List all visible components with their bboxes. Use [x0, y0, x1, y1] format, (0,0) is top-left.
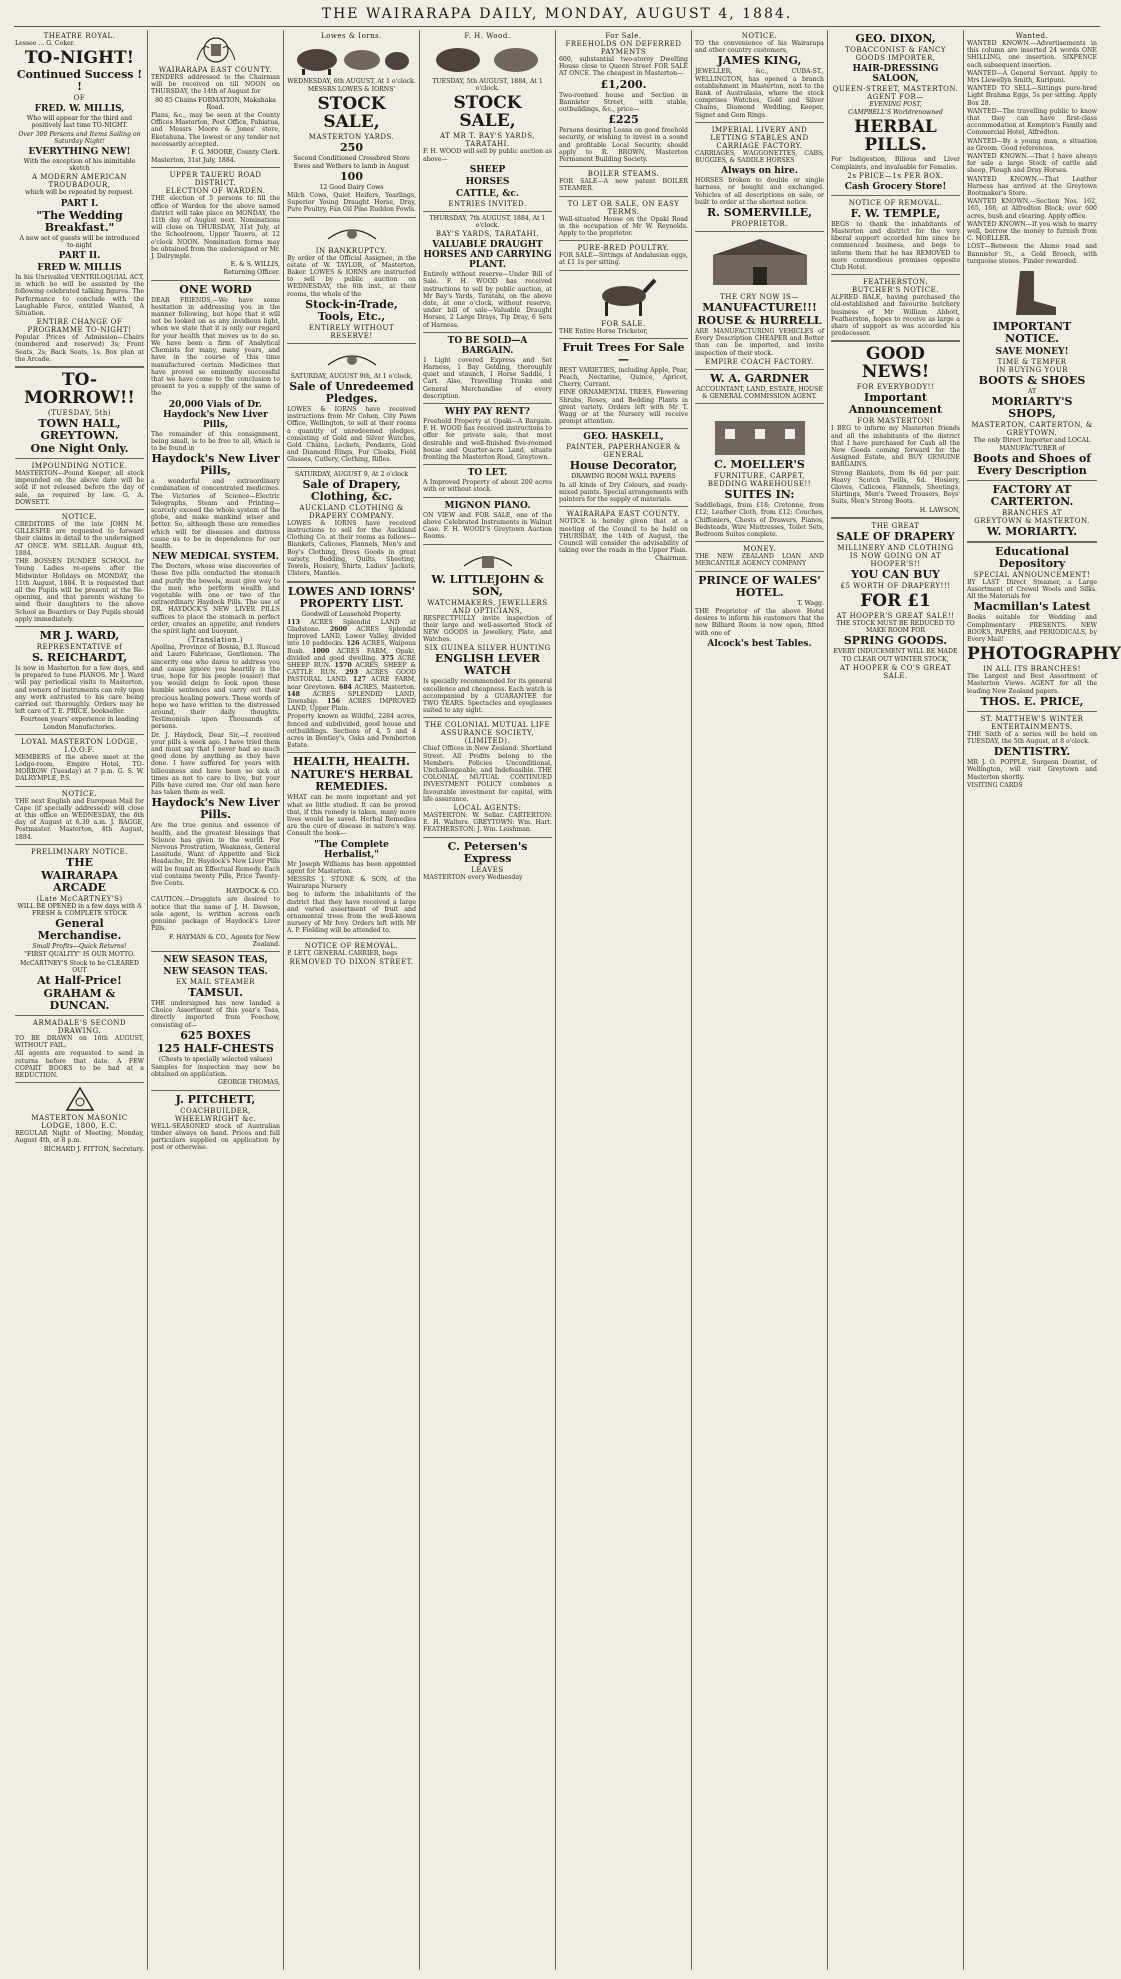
evening-post: EVENING POST,	[869, 101, 922, 108]
price-1200: £1,200.	[600, 77, 647, 91]
littlejohn-heading: W. LITTLEJOHN & SON,	[431, 572, 544, 598]
purebred-heading: PURE-BRED POULTRY.	[577, 244, 670, 253]
nzloan-line: THE NEW ZEALAND LOAN AND MERCANTILE AGENCY COMPANY	[695, 553, 824, 568]
agent-line: AGENT FOR—	[867, 93, 924, 101]
small-profits: Small Profits—Quick Returns!	[32, 943, 127, 951]
announce-line: SPECIAL ANNOUNCEMENT!	[973, 570, 1091, 579]
bedding-line: BEDDING WAREHOUSE!!	[707, 480, 812, 489]
empire-line: EMPIRE COACH FACTORY.	[705, 357, 814, 366]
sixguinea-line: SIX GUINEA SILVER HUNTING	[424, 644, 551, 653]
forsale2-line: FOR SALE—A new patent BOILER STEAMER.	[559, 178, 688, 193]
horses-line: HORSES	[465, 176, 510, 187]
now-going-line: IS NOW GOING ON AT HOOPER'S!!	[849, 551, 942, 568]
lot-156: 156	[327, 697, 341, 705]
regular-line: REGULAR Night of Meeting, Monday, August 4th, at 8 p.m.	[15, 1130, 144, 1145]
col7-ads: GEO. DIXON, TOBACCONIST & FANCY GOODS IMPORTER, HAIR-DRESSING SALOON, QUEEN-STREET, MASTERTON. AGENT FOR— EVENING POST, CAMPBELL'S Worldrenowned HERBAL PILLS. For Indigestion, Bilious and Liver Complaints, and invaluable for Females. 2s PRICE—1s PER BOX. Cash Grocery Store! NOTICE OF REMOVAL. F. W. TEMPLE, BEGS to thank the inhabitants of Masterton and district for the very liberal support accorded him since he commenced business, and begs to inform them that he has REMOVED to more commodious premises opposite Club Hotel. FEATHERSTON. BUTCHER'S NOTICE. ALFRED BALE, having purchased the old-established and favourite butchery business of Mr William Abbott, Featherston, hopes to receive as large a share of support as was accorded his predecessor. GOOD NEWS! FOR EVERYBODY!! Important Announcement FOR MASTERTON! I BEG to inform my Masterton friends and all the inhabitants of the district that I have purchased for Cash all the New Goods coming forward for the Assigned Estate, and BUY GENUINE BARGAINS. Strong Blankets, from 9s 6d per pair. Heavy Scotch Twills, 6d. Hosiery, Gloves, Calicoes, Flannels, Sheetings, Shirtings, Men's Tweed Trousers, Boys' Suits, Men's Strong Boots. H. LAWSON, THE GREAT SALE OF DRAPERY MILLINERY AND CLOTHING IS NOW GOING ON AT HOOPER'S!! YOU CAN BUY £5 WORTH OF DRAPERY!!! FOR £1 AT HOOPER'S GREAT SALE!! THE STOCK MUST BE REDUCED TO MAKE ROOM FOR SPRING GOODS. EVERY INDUCEMENT WILL BE MADE TO CLEAR OUT WINTER STOCK, AT HOOPER & CO'S GREAT SALE.	[831, 32, 960, 680]
column-6	[692, 30, 828, 1970]
lot-2600: 2600	[329, 625, 348, 633]
watchmakers-line: WATCHMAKERS, JEWELLERS AND OPTICIANS,	[427, 598, 548, 615]
for-masterton: FOR MASTERTON!	[857, 417, 934, 426]
column-2	[148, 30, 284, 1970]
lot-1570: 1570	[334, 661, 352, 669]
lawson-line: H. LAWSON,	[919, 506, 960, 514]
election-heading: ELECTION OF WARDEN.	[165, 187, 266, 196]
suites-heading: SUITES IN:	[724, 488, 795, 502]
tamsui-heading: TAMSUI.	[188, 985, 243, 999]
visiting-cards: VISITING CARDS	[967, 781, 1023, 789]
saturday-line: SATURDAY, AUGUST 9th, At 1 o'clock,	[290, 372, 413, 380]
lot-1000: 1000	[312, 647, 330, 655]
notice2-heading: NOTICE.	[61, 789, 98, 798]
masterton-wed-line: MASTERTON every Wednesday	[423, 873, 523, 881]
moriarty-heading: W. MORIARTY.	[986, 524, 1078, 538]
column-4	[420, 30, 556, 1970]
stock-in-trade-heading: Stock-in-Trade, Tools, Etc.,	[305, 297, 398, 323]
wedding-heading: "The Wedding Breakfast."	[36, 208, 123, 234]
proprietor-line: PROPRIETOR.	[731, 220, 788, 229]
ec2-heading: WAIRARAPA EAST COUNTY.	[566, 510, 681, 519]
forsale-header: For Sale.	[605, 32, 642, 40]
agents-heading: LOCAL AGENTS:	[453, 803, 522, 812]
bargain-heading: TO BE SOLD—A BARGAIN.	[447, 335, 528, 356]
for-one-pound: FOR £1	[860, 590, 931, 611]
tuesday-line: (TUESDAY, 5th)	[47, 409, 112, 418]
heifers-line: 12 Good Dairy Cows	[319, 183, 384, 191]
hooper-line: AT HOOPER & CO'S GREAT SALE.	[839, 663, 952, 680]
halfchests-line: 125 HALF-CHESTS	[157, 1041, 274, 1055]
thomas-line: GEORGE THOMAS,	[217, 1079, 280, 1087]
auckland-line: AUCKLAND CLOTHING & DRAPERY COMPANY.	[299, 503, 404, 520]
horse-engraving-icon	[589, 274, 659, 318]
king-heading: JAMES KING,	[717, 54, 802, 68]
cattle-line: CATTLE, &c.	[456, 188, 519, 199]
bankruptcy-heading: IN BANKRUPTCY.	[315, 246, 388, 255]
n100: 100	[340, 169, 363, 183]
chairman-line: Chairman.	[655, 555, 688, 563]
column-8	[964, 30, 1121, 1970]
col2-ads: WAIRARAPA EAST COUNTY. TENDERS addressed to the Chairman will be received on till NOON on THURSDAY, the 14th of August for 80 85 Chains FORMATION, Makahaka Road. Plans, &c., may be seen at the County Offices Masterton, Post Office, Pahiatua, and Messrs Moore & Jones' store, Eketahuna. The lowest or any tender not necessarily accepted. F. G. MOORE, County Clerk. Masterton, 31st July, 1884. UPPER TAUERU ROAD DISTRICT. ELECTION OF WARDEN. THE election of 5 persons to fill the office of Warden for the above named district will take place on MONDAY, the 11th day of August next. Nominations will close on THURSDAY, 31st July, at the Schoolroom, Upper Taueru, at 12 o'clock NOON. Nomination forms may be obtained from the undersigned or Mr. J. Dalrymple. E. & S. WILLIS, Returning Officer. ONE WORD DEAR FRIENDS,—We have some hesitation in addressing you in the manner following, but hope that it will not be looked on as any invidious light, when we state that it is only our regard for your health that moves us to do so. We have been a firm of Analytical Chemists for many, many years, and have in the course of this time manufactured certain Medicines that have proved so eminently successful that we have come to the conclusion to present to you a supply of the same of the 20,000 Vials of Dr. Haydock's New Liver Pills, The remainder of this consignment, being small, is to be free to all, which is to be found in Haydock's New Liver Pills, a wonderful and extraordinary combination of concentrated medicines. The Victories of Science—Electric Telegraphs, Steam and Printing—scarcely exceed the whole system of the globe, and make mankind wiser and better. So, although these are remedies which will for diseases and distress cause us to be in dependence for our health. NEW MEDICAL SYSTEM. The Doctors, whose wise discoveries of these five pills conducted the stomach and purify the bowels, must give way to the men who perform wealth and vegetable with one or two of the extraordinary Haydock Pills. The use of DR. HAYDOCK'S NEW LIVER PILLS suffices to place the stomach in perfect order, creates an appetite, and renders the spirit light and buoyant. (Translation.) Apolina, Province of Bosnia, B.I. Ruscud and Lauro Fabricase, Gentlemen. The sincerity one who dares to address you and cause ignore you heartily is the true, hope for his people (easier) that you would deign to look upon these humble sentences and carry out their precious healing powers. These words of hope we have written to the distressed around, their daily thoughts. Testimonials upon Thousands of persons. Dr. J. Haydock, Dear Sir,—I received your pills a week ago. I have tried them and must say that I never had so much good done by anything as they have done. I have suffered for years with biliousness and have been so sick at times as not to care to live, but your Pills have cured me. Our old man here has taken them as well. Haydock's New Liver Pills. Are the true genius and essence of health, and the greatest blessings that Science has given to the world. For Nervous Prostration, Weakness, General Lassitude, Want of Appetite and Sick Headache, Dr. Haydock's New Liver Pills will be found an Effectual Remedy. Each vial contains twenty Pills, Price Twenty-five Cents. HAYDOCK & CO. CAUTION.—Druggists are desired to notice that the name of J. H. Dawson, sole agent, is written across each genuine package of Haydock's Liver Pills. F. HAYMAN & CO., Agents for New Zealand. NEW SEASON TEAS, NEW SEASON TEAS. EX MAIL STEAMER TAMSUI. THE undersigned has now landed a Choice Assortment of this year's Teas, directly imported from Foochow, consisting of— 625 BOXES 125 HALF-CHESTS (Chests to specially selected values) Samples for inspection may now be obtained on application. GEORGE THOMAS, J. PITCHETT, COACHBUILDER, WHEELWRIGHT &c. WELL-SEASONED stock of Australian timber always on hand. Prices and full particulars supplied on application by post or otherwise.	[151, 34, 280, 1151]
complete-herbalist: "The Complete Herbalist,"	[314, 839, 389, 860]
wagg-line: T. Wagg.	[797, 599, 824, 607]
sale-drapery-heading: SALE OF DRAPERY	[836, 529, 955, 543]
hayman-line: F. HAYMAN & CO., Agents for New Zealand.	[169, 933, 280, 948]
for-everybody: FOR EVERYBODY!!	[856, 383, 935, 392]
wood-header: F. H. Wood.	[464, 32, 511, 40]
prince-heading: PRINCE OF WALES' HOTEL.	[698, 573, 821, 599]
column-3	[284, 30, 420, 1970]
masonic-heading: MASTERTON MASONIC LODGE, 1800, E.C.	[31, 1114, 128, 1131]
sheep-line: SHEEP	[469, 164, 506, 175]
column-1	[12, 30, 148, 1970]
leaves-line: LEAVES	[471, 865, 504, 874]
crest2-icon	[322, 347, 382, 371]
date1-line: Masterton, 31st July, 1884.	[151, 157, 236, 165]
all-branches: IN ALL ITS BRANCHES!	[983, 665, 1081, 674]
haydock2-heading: Haydock's New Liver Pills.	[151, 796, 280, 822]
arcade-sub: (Late McCARTNEY'S)	[36, 894, 123, 903]
pitchett-heading: J. PITCHETT,	[175, 1092, 256, 1106]
dentistry-heading: DENTISTRY.	[993, 745, 1071, 759]
lot-293: 293	[345, 669, 358, 677]
drawn-line: TO BE DRAWN on 16th AUGUST, WITHOUT FAIL.	[15, 1035, 144, 1050]
lever-heading: ENGLISH LEVER WATCH	[434, 652, 541, 678]
carrier-line: P. LETT, GENERAL CARRIER, begs	[287, 949, 398, 957]
st-matthew-heading: ST. MATTHEW'S WINTER ENTERTAINMENTS.	[980, 714, 1084, 731]
representative-line: REPRESENTATIVE of	[36, 642, 123, 651]
forsale3-heading: FOR SALE.	[601, 319, 646, 328]
returning-line: Returning Officer.	[223, 269, 280, 277]
of-line: OF	[73, 94, 86, 103]
in-buying: IN BUYING YOUR	[995, 366, 1069, 375]
macmillan-heading: Macmillan's Latest	[973, 600, 1091, 614]
medical-heading: NEW MEDICAL SYSTEM.	[152, 552, 279, 563]
somerville-heading: R. SOMERVILLE,	[707, 206, 812, 220]
without-reserve: ENTIRELY WITHOUT RESERVE!	[308, 323, 395, 340]
season-teas-2: NEW SEASON TEAS.	[163, 966, 268, 977]
mignon-heading: MIGNON PIANO.	[444, 500, 531, 511]
valuable-heading: VALUABLE DRAUGHT HORSES AND CARRYING PLANT.	[423, 240, 552, 271]
wed-line: WEDNESDAY, 6th AUGUST, At 1 o'clock.	[287, 78, 416, 85]
bays-line: BAY'S YARDS, TARATAHI.	[435, 230, 540, 239]
reichardt-heading: S. REICHARDT,	[31, 650, 128, 664]
removed-line: REMOVED TO DIXON STREET.	[289, 957, 414, 966]
troubadour-line: A MODERN AMERICAN TROUBADOUR,	[32, 173, 127, 190]
trotter-line: THE Entire Horse Tricketer,	[559, 327, 648, 335]
col8-ads: Wanted. WANTED KNOWN.—Advertisements in this column are inserted 24 words ONE SHILLING, one insertion. SIXPENCE each subsequent insertion. WANTED—A General Servant. Apply to Mrs Llewellyn Smith, Kuripuni. WANTED TO SELL—Sittings pure-bred Light Brahma Eggs, 5s per sitting. Apply Box 28. WANTED—The travelling public to know that they can have first-class accommodation at Kempton's Family and Commercial Hotel, Alfredton. WANTED—By a young man, a situation as Groom. Good references. WANTED KNOWN.—That I have always for sale a large Stock of cattle and sheep, Plough and Dray Horses. WANTED KNOWN.—That Leather Harness has arrived at the Greytown Bootmaker's Store. WANTED KNOWN.—Section Nos. 162, 165, 166, at Alfredton Block; over 600 acres, bush and clearing. Apply office. WANTED KNOWN—If you wish to marry well, borrow the money to furnish from C. MOELLER. LOST—Between the Alamo road and Bannister St., a Gold Brooch, with turquoise stones. Finder rewarded. IMPORTANT NOTICE. SAVE MONEY! TIME & TEMPER IN BUYING YOUR BOOTS & SHOES AT MORIARTY'S SHOPS, MASTERTON, CARTERTON, & GREYTOWN. The only Direct Importer and LOCAL MANUFACTURER of Boots and Shoes of Every Description FACTORY AT CARTERTON. BRANCHES AT GREYTOWN & MASTERTON. W. MORIARTY. Educational Depository SPECIAL ANNOUNCEMENT! BY LAST Direct Steamer, a Large Assortment of Crewel Wools and Silks. All the Materials for Macmillan's Latest Books suitable for Wedding and Complimentary PRESENTS. NEW BOOKS, PAPERS, and PERIODICALS, by Every Mail! PHOTOGRAPHY IN ALL ITS BRANCHES! The Largest and Best Assortment of Masterton Views. AGENT for all the leading New Zealand papers. THOS. E. PRICE, ST. MATTHEW'S WINTER ENTERTAINMENTS. THE Sixth of a series will be held on TUESDAY, the 5th August, at 8 o'clock. DENTISTRY. MR J. O. POPPLE, Surgeon Dentist, of Wellington, will visit Greytown and Masterton shortly. VISITING CARDS	[967, 32, 1121, 789]
campbell-line: CAMPBELL'S Worldrenowned	[848, 109, 943, 117]
armadale-heading: ARMADALE'S SECOND DRAWING.	[32, 1019, 127, 1035]
everything-new: EVERYTHING NEW!	[28, 147, 131, 158]
lodge-heading: LOYAL MASTERTON LODGE, I.O.O.F.	[20, 737, 139, 754]
herbal-pills-heading: HERBAL PILLS.	[854, 117, 937, 156]
every-inducement: EVERY INDUCEMENT WILL BE MADE TO CLEAR OUT WINTER STOCK,	[833, 648, 958, 663]
mccartney-line: McCARTNEY'S Stock to be CLEARED OUT	[20, 959, 139, 974]
freeholds-heading: FREEHOLDS ON DEFERRED PAYMENTS	[565, 40, 682, 56]
columns	[12, 30, 1121, 1970]
featherston-line: FEATHERSTON.	[863, 278, 928, 287]
you-can-buy: YOU CAN BUY	[851, 567, 940, 581]
goodwill-line: Goodwill of Leasehold Property.	[301, 610, 402, 618]
success-heading: Continued Success ! !	[16, 68, 143, 94]
townhall-heading: TOWN HALL, GREYTOWN.	[38, 417, 121, 443]
at-great-sale: AT HOOPER'S GREAT SALE!!	[836, 611, 955, 620]
lot-375: 375	[380, 654, 394, 662]
wanted-header: Wanted.	[1015, 32, 1049, 40]
money-heading: MONEY.	[742, 545, 777, 554]
tobacconist-line: TOBACCONIST & FANCY GOODS IMPORTER,	[845, 46, 946, 62]
one-night-heading: One Night Only.	[30, 442, 129, 456]
alcock-line: Alcock's best Tables.	[707, 638, 812, 649]
notice-heading: NOTICE.	[61, 513, 98, 522]
photography-heading: PHOTOGRAPHY	[967, 644, 1121, 665]
tolet2-heading: TO LET OR SALE, ON EASY TERMS.	[567, 199, 680, 216]
upper-tauru-heading: UPPER TAUERU ROAD DISTRICT.	[169, 171, 262, 188]
tolet-heading: TO LET.	[467, 468, 508, 479]
entire-change: ENTIRE CHANGE OF PROGRAMME TO-NIGHT!	[27, 318, 132, 335]
painter-line: PAINTER, PAPERHANGER & GENERAL	[566, 443, 681, 460]
lot-148: 148	[287, 690, 300, 698]
boilers-heading: BOILER STEAMS.	[587, 170, 660, 179]
boxes-line: 625 BOXES	[180, 1028, 251, 1042]
haskell-heading: GEO. HASKELL,	[583, 432, 664, 443]
fourteen-line: Fourteen years' experience in leading London Manufactories.	[20, 716, 139, 731]
price-225: £225	[608, 113, 639, 127]
entries-line: ENTRIES INVITED.	[448, 199, 527, 208]
rouse-heading: ROUSE & HURRELL	[697, 314, 822, 328]
lessee-line: Lessee ... G. Coker.	[15, 40, 76, 47]
col5-ads: For Sale. FREEHOLDS ON DEFERRED PAYMENTS 600, substantial two-storey Dwelling House close to Queen Street FOR SALE AT ONCE. The cheapest in Masterton— £1,200. Two-roomed house and Section in Bannister Street, with stable, outbuildings, &c., price— £225 Persons desiring Loans on good freehold security, or wishing to invest in a sound and profitable Local Security, should apply to R. BROWN, Masterton Permanent Building Society. BOILER STEAMS. FOR SALE—A new patent BOILER STEAMER. TO LET OR SALE, ON EASY TERMS. Well-situated House on the Opaki Road in the occupation of Mr W. Reynolds. Apply to the proprietor. PURE-BRED POULTRY. FOR SALE—Sittings of Andalusian eggs, at £1 1s per sitting. FOR SALE. THE Entire Horse Tricketer, Fruit Trees For Sale— BEST VARIETIES, including Apple, Pear, Peach, Nectarine, Quince, Apricot, Cherry, Currant. FINE ORNAMENTAL TREES, Flowering Shrubs, Roses, and Bedding Plants in great variety. Orders left with Mr T. Wagg or at the Nursery will receive prompt attention. GEO. HASKELL, PAINTER, PAPERHANGER & GENERAL House Decorator, DRAWING ROOM WALL PAPERS In all kinds of Dry Colours, and ready-mixed paints. Special arrangements with painters for the supply of materials. WAIRARAPA EAST COUNTY. NOTICE is hereby given that at a meeting of the Council to be held on THURSDAY, the 14th of August, the Council will consider the advisability of taking over the roads in the Upper Plain. Chairman.	[559, 32, 688, 563]
worth-line: £5 WORTH OF DRAPERY!!!	[840, 581, 951, 590]
coat-of-arms-icon	[193, 34, 239, 64]
thos-price-heading: THOS. E. PRICE,	[980, 694, 1084, 708]
time-temper: TIME & TEMPER	[997, 358, 1067, 367]
haydock-heading: Haydock's New Liver Pills,	[151, 452, 280, 478]
formation-line: 80 85 Chains FORMATION, Makahaka Road.	[155, 96, 276, 111]
wallpaper-line: DRAWING ROOM WALL PAPERS	[571, 473, 676, 481]
save-money: SAVE MONEY!	[995, 347, 1069, 358]
removal-heading: NOTICE OF REMOVAL.	[304, 941, 399, 950]
messrs-line: MESSRS LOWES & IORNS'	[307, 86, 396, 94]
translation-heading: (Translation.)	[187, 636, 244, 645]
stock-sale2-heading: STOCK SALE,	[453, 93, 522, 132]
theatre-heading: THEATRE ROYAL.	[43, 32, 116, 40]
educational-heading: Educational Depository	[995, 544, 1069, 570]
butcher-heading: BUTCHER'S NOTICE.	[852, 286, 939, 295]
royal-arms-icon	[458, 548, 518, 572]
one-word-heading: ONE WORD	[179, 282, 252, 296]
millis-name: FRED. W. MILLIS,	[34, 104, 125, 115]
coach-factory-engraving-icon	[705, 235, 815, 291]
impounding-heading: IMPOUNDING NOTICE.	[31, 462, 128, 471]
price-line: 2s PRICE—1s PER BOX.	[847, 171, 944, 180]
moore-line: F. G. MOORE, County Clerk.	[191, 149, 280, 157]
stock-sale-heading: STOCK SALE,	[317, 94, 386, 133]
removal7-heading: NOTICE OF REMOVAL.	[848, 198, 943, 207]
lowes-header: Lowes & Iorns.	[321, 32, 382, 40]
always-hire: Always on hire.	[721, 166, 798, 177]
why-rent-heading: WHY PAY RENT?	[445, 407, 530, 418]
the-great: THE GREAT	[871, 521, 920, 530]
queen-line: QUEEN-STREET, MASTERTON.	[832, 85, 959, 93]
arcade-heading: WAIRARAPA ARCADE	[41, 868, 118, 894]
tomorrow-heading: TO-MORROW!!	[24, 370, 135, 409]
column-7	[828, 30, 964, 1970]
furniture-line: FURNITURE, CARPET,	[714, 472, 805, 481]
property-list-heading: LOWES AND IORNS' PROPERTY LIST.	[287, 584, 416, 610]
fitton-line: RICHARD J. FITTON, Secretary.	[43, 1145, 144, 1153]
masterton-yards: MASTERTON YARDS.	[308, 133, 395, 142]
imperial-heading: IMPERIAL LIVERY AND LETTING STABLES AND CARRIAGE FACTORY.	[710, 125, 809, 150]
n250: 250	[340, 141, 363, 155]
coach-line: COACHBUILDER, WHEELWRIGHT &c.	[174, 1106, 257, 1123]
petersen-heading: C. Petersen's Express	[447, 839, 528, 865]
steamer-line: EX MAIL STEAMER	[176, 977, 255, 986]
masthead-rule	[14, 26, 1100, 27]
theatre-ad: THEATRE ROYAL. Lessee ... G. Coker. TO-NIGHT! Continued Success ! ! OF FRED. W. MILLIS, Who will appear for the third and positively last time TO-NIGHT. Over 300 Persons and Items Sailing on Saturday Night! EVERYTHING NEW! With the exception of his inimitable sketch A MODERN AMERICAN TROUBADOUR, which will be repeated by request. PART I. "The Wedding Breakfast." A new set of guests will be introduced to-night PART II. FRED W. MILLIS In his Unrivalled VENTRILOQUIAL ACT, in which he will be assisted by the following celebrated talking figures. The Performance to conclude with the Laughable Farce, entitled Wanted, A Situation. ENTIRE CHANGE OF PROGRAMME TO-NIGHT! Popular Prices of Admission—Chairs (numbered and reserved) 3s; Front Seats, 2s; Back Seats, 1s. Box plan at the Arcade. TO-MORROW!! (TUESDAY, 5th) TOWN HALL, GREYTOWN. One Night Only. IMPOUNDING NOTICE. MASTERTON—Pound Keeper, all stock impounded on the above date will be sold if not released before the day of sale, as required by law. G. A. DOWSETT. NOTICE. CREDITORS of the late JOHN M. GILLESPIE are requested to forward their claims in detail to the undersigned AT ONCE. WM. SELLAR. August 4th, 1884. THE BOSSEN DUNDEE SCHOOL for Young Ladies re-opens after the Midwinter Holidays on MONDAY, the 11th August, 1884. It is requested that all the Pupils will be present at the Re-opening, and that parents wishing to send their daughters to the above School as Boarders or Day Pupils should apply immediately. MR J. WARD, REPRESENTATIVE of S. REICHARDT, Is now in Masterton for a few days, and is prepared to tune PIANOS. Mr J. Ward will pay periodical visits to Masterton, and owners of instruments can rely upon any work entrusted to his care being carried out thoroughly. Orders may be left care of T. E. PRICE, bookseller. Fourteen years' experience in leading London Manufactories. LOYAL MASTERTON LODGE, I.O.O.F. MEMBERS of the above meet at the Lodge-room, Empire Hotel, TO-MORROW (Tuesday) at 7 p.m. G. S. W. DALRYMPLE, P.S. NOTICE. THE next English and European Mail for Cape (if specially addressed) will close at this office on WEDNESDAY, the 6th day of August at 6.30 a.m. J. BAGGE, Postmaster. Masterton, 4th August, 1884. PRELIMINARY NOTICE. THE WAIRARAPA ARCADE (Late McCARTNEY'S) WILL BE OPENED in a few days with A FRESH & COMPLETE STOCK General Merchandise. Small Profits—Quick Returns! "FIRST QUALITY" IS OUR MOTTO. McCARTNEY'S Stock to be CLEARED OUT At Half-Price! GRAHAM & DUNCAN. ARMADALE'S SECOND DRAWING. TO BE DRAWN on 16th AUGUST, WITHOUT FAIL. All agents are requested to send in returns before that date. A FEW COPART BOOKS to be had at a REDUCTION. MASTERTON MASONIC LODGE, 1800, E.C. REGULAR Night of Meeting, Monday, August 4th, at 8 p.m. RICHARD J. FITTON, Secretary.	[15, 32, 144, 1153]
the-line: THE	[66, 855, 93, 869]
haydock-co: HAYDOCK & CO.	[226, 888, 280, 896]
johnstone-line: MESSRS J. STONE & SON, of the Wairarapa Nursery	[287, 875, 416, 891]
tue-line: TUESDAY, 5th AUGUST, 1884, At 1 o'clock.	[432, 78, 543, 93]
livestock-engraving-icon	[292, 42, 412, 76]
gardner-heading: W. A. GARDNER	[710, 371, 809, 385]
sat2-line: SATURDAY, AUGUST 9, At 2 o'clock	[294, 470, 409, 478]
factory-heading: FACTORY AT CARTERTON.	[990, 482, 1074, 508]
graham-heading: GRAHAM & DUNCAN.	[43, 987, 116, 1012]
lot-127: 127	[352, 676, 366, 684]
moeller-heading: C. MOELLER'S	[714, 458, 805, 472]
tonight-heading: TO-NIGHT!	[24, 48, 135, 69]
over-line: Over 300 Persons and Items Sailing on Saturday Night!	[18, 130, 141, 145]
lot-126: 126	[346, 640, 360, 648]
bestvar-line: BEST VARIETIES, including Apple, Pear, Peach, Nectarine, Quince, Apricot, Cherry, Currant.	[559, 366, 688, 389]
with-line: With the exception of his inimitable sketch	[23, 158, 136, 173]
part2-heading: PART II.	[58, 251, 101, 262]
lot-684: 684	[339, 683, 352, 691]
millis-desc: Who will appear for the third and positively last time TO-NIGHT.	[26, 115, 133, 130]
anew-line: A new set of guests will be introduced to-night	[19, 234, 140, 249]
atyards-line: AT MR T. BAY'S YARDS, TARATAHI.	[439, 132, 536, 149]
fruit-trees-heading: Fruit Trees For Sale—	[562, 340, 685, 366]
temple-heading: F. W. TEMPLE,	[850, 206, 941, 220]
first-quality: "FIRST QUALITY" IS OUR MOTTO.	[24, 951, 135, 959]
branches-line: BRANCHES AT	[1001, 508, 1063, 517]
conditioned-line: Second Conditioned Crossbred Store Ewes and Wethers to lamb in August	[293, 155, 410, 170]
warehouse-engraving-icon	[705, 407, 815, 457]
tenders-line: TENDERS addressed to the Chairman will be received on till NOON on THURSDAY, the 14th of August for	[151, 74, 280, 96]
accountant-line: ACCOUNTANT, LAND, ESTATE, HOUSE & GENERAL COMMISSION AGENT.	[696, 385, 823, 401]
manufacture-heading: MANUFACTURE!!!	[702, 301, 817, 315]
thu-line: THURSDAY, 7th AUGUST, 1884, At 1 o'clock.	[429, 214, 546, 230]
freshstock-line: WILL BE OPENED in a few days with A FRESH & COMPLETE STOCK	[17, 902, 142, 917]
notice6-heading: NOTICE.	[741, 32, 778, 40]
halfprice-heading: At Half-Price!	[37, 974, 122, 987]
which-line: which will be repeated by request.	[25, 189, 134, 197]
mutual-heading: THE COLONIAL MUTUAL LIFE ASSURANCE SOCIETY, (LIMITED).	[424, 721, 551, 746]
natures-heading: NATURE'S HERBAL REMEDIES.	[290, 768, 413, 794]
masthead: THE WAIRARAPA DAILY, MONDAY, AUGUST 4, 1884.	[321, 6, 793, 22]
local-line: The only Direct Importer and LOCAL MANUFACTURER of	[973, 437, 1091, 452]
boots-shoes-heading: BOOTS & SHOES	[978, 374, 1086, 388]
lot-113: 113	[287, 618, 300, 626]
millinery-line: MILLINERY AND CLOTHING	[837, 543, 954, 552]
drapery-heading: Sale of Drapery, Clothing, &c.	[302, 477, 401, 503]
cry-line: THE CRY NOW IS—	[720, 293, 799, 302]
willis-line: E. & S. WILLIS,	[230, 261, 280, 269]
gm-line: GREYTOWN & MASTERTON.	[974, 516, 1090, 525]
towns-line: MASTERTON, CARTERTON, & GREYTOWN.	[971, 421, 1093, 438]
part1-heading: PART I.	[60, 198, 99, 209]
fred-heading: FRED W. MILLIS	[37, 263, 122, 274]
unredeemed-heading: Sale of Unredeemed Pledges.	[289, 380, 414, 406]
dixon-heading: GEO. DIXON,	[855, 32, 936, 45]
good-news-heading: GOOD NEWS!	[861, 344, 930, 383]
season-teas-1: NEW SEASON TEAS,	[163, 954, 268, 965]
health-heading: HEALTH, HEALTH.	[293, 755, 410, 769]
boot-engraving-icon	[1002, 267, 1062, 319]
crest-icon	[322, 221, 382, 245]
hairdressing-heading: HAIR-DRESSING SALOON,	[852, 64, 939, 84]
east-county-heading: WAIRARAPA EAST COUNTY.	[158, 66, 273, 74]
masonic-emblem-icon	[65, 1086, 95, 1112]
spring-goods: SPRING GOODS.	[843, 634, 948, 648]
genmerch-heading: General Merchandise.	[37, 917, 122, 943]
cattle-engraving-icon	[428, 42, 548, 76]
pills-heading: 20,000 Vials of Dr. Haydock's New Liver Pills,	[163, 399, 268, 430]
cash-grocery: Cash Grocery Store!	[844, 181, 947, 192]
ward-heading: MR J. WARD,	[39, 628, 120, 642]
moriartys-heading: MORIARTY'S SHOPS,	[991, 395, 1073, 421]
boots-description: Boots and Shoes of Every Description	[972, 451, 1092, 477]
reduced-line: THE STOCK MUST BE REDUCED TO MAKE ROOM FOR	[836, 619, 955, 635]
col4-ads: F. H. Wood. TUESDAY, 5th AUGUST, 1884, At 1 o'clock. STOCK SALE, AT MR T. BAY'S YARDS, TARATAHI. F. H. WOOD will sell by public auction as above— SHEEP HORSES CATTLE, &c. ENTRIES INVITED. THURSDAY, 7th AUGUST, 1884, At 1 o'clock. BAY'S YARDS, TARATAHI. VALUABLE DRAUGHT HORSES AND CARRYING PLANT. Entirely without reserve—Under Bill of Sale. F. H. WOOD has received instructions to sell by public auction, at Mr Bay's Yards, Taratahi, on the above date, at one o'clock, without reserve, under bill of sale—Valuable Draught Horses, 2 Large Drays, Tip Dray, 6 Sets of Harness. TO BE SOLD—A BARGAIN. 1 Light covered Express and Set Harness, 1 Bay Gelding, thoroughly quiet and staunch, 1 Horse Saddle, 1 Cart. Also, Travelling Trunks and General Merchandise of every description. WHY PAY RENT? Freehold Property at Opaki—A Bargain. F. H. WOOD has received instructions to offer for private sale, that most desirable and well-finished five-roomed house and Quarter-acre Land, situate fronting the Masterton Road, Greytown. TO LET. A Improved Property of about 200 acres with or without stock. MIGNON PIANO. ON VIEW and FOR SALE, one of the above Celebrated Instruments in Walnut Case. F. H. WOOD'S Greytown Auction Rooms. W. LITTLEJOHN & SON, WATCHMAKERS, JEWELLERS AND OPTICIANS, RESPECTFULLY invite inspection of their large and well-assorted Stock of NEW GOODS in Jewellery, Plate, and Watches. SIX GUINEA SILVER HUNTING ENGLISH LEVER WATCH Is specially recommended for its general excellence and cheapness. Each watch is accompanied by a GUARANTEE for TWO YEARS. Spectacles and eyeglasses suited to any sight. THE COLONIAL MUTUAL LIFE ASSURANCE SOCIETY, (LIMITED). Chief Offices in New Zealand: Shortland Street. All Profits belong to the Members. Policies Unconditional, Unchallengeable, and Indefeasible. THE COLONIAL MUTUAL CONTINUED INVESTMENT POLICY combines a favourable investment for capital, with life assurance. LOCAL AGENTS: MASTERTON: W. Sellar. CARTERTON: E. H. Walters. GREYTOWN: Wm. Hart. FEATHERSTON: J. Wm. Leishman. C. Petersen's Express LEAVES MASTERTON every Wednesday	[423, 32, 552, 881]
important-announcement: Important Announcement	[848, 391, 943, 417]
col6-ads: NOTICE. TO the convenience of his Wairarapa and other country customers, JAMES KING, JEWELLER, &c., CUBA-ST., WELLINGTON, has opened a branch establishment in Masterton, next to the Bank of Australasia, where the stock comprises Watches, Gold and Silver Chains, Diamond Wedding, Keeper, Signet and Gem Rings. IMPERIAL LIVERY AND LETTING STABLES AND CARRIAGE FACTORY. CARRIAGES, WAGGONETTES, CABS, BUGGIES, & SADDLE HORSES Always on hire. HORSES broken to double or single harness, or bought and exchanged. Vehicles of all descriptions on sale, or built to order at the shortest notice. R. SOMERVILLE, PROPRIETOR. THE CRY NOW IS— MANUFACTURE!!! ROUSE & HURRELL ARE MANUFACTURING VEHICLES of Every Description CHEAPER and Better than can be imported, and invite inspection of their stock. EMPIRE COACH FACTORY. W. A. GARDNER ACCOUNTANT, LAND, ESTATE, HOUSE & GENERAL COMMISSION AGENT. C. MOELLER'S FURNITURE, CARPET, BEDDING WAREHOUSE!! SUITES IN: Saddlebags, from £18; Cretonne, from £12; Leather Cloth, from £12; Couches, Chiffoniers, Chests of Drawers, Pianos, Bedsteads, Wire Mattresses, Toilet Sets, Bedroom Suites complete. MONEY. THE NEW ZEALAND LOAN AND MERCANTILE AGENCY COMPANY PRINCE OF WALES' HOTEL. T. Wagg. THE Proprietor of the above Hotel desires to inform his customers that the new Billiard Room is now open, fitted with one of Alcock's best Tables.	[695, 32, 824, 649]
column-5	[556, 30, 692, 1970]
col3-ads: Lowes & Iorns. WEDNESDAY, 6th AUGUST, At 1 o'clock. MESSRS LOWES & IORNS' STOCK SALE, MASTERTON YARDS. 250 Second Conditioned Crossbred Store Ewes and Wethers to lamb in August 100 12 Good Dairy Cows Milch Cows, Quiet Heifers, Yearlings, Superior Young Draught Horse, Dray, Pure Poultry, Fan Oil Pine Ruddon Fowls. IN BANKRUPTCY. By order of the Official Assignee, in the estate of W. TAYLOR, of Masterton, Baker. LOWES & IORNS are instructed to sell by public auction on WEDNESDAY, the 6th inst., at their rooms, the whole of the Stock-in-Trade, Tools, Etc., ENTIRELY WITHOUT RESERVE! SATURDAY, AUGUST 9th, At 1 o'clock, Sale of Unredeemed Pledges. LOWES & IORNS have received instructions from Mr Cohen, City Pawn Office, Wellington, to sell at their rooms a quantity of unredeemed pledges, consisting of Gold and Silver Watches, Gold Chains, Lockets, Pendants, Gold and Diamond Rings, Fur Cloaks, Field Glasses, Cutlery, Clothing, Rifles. SATURDAY, AUGUST 9, At 2 o'clock Sale of Drapery, Clothing, &c. AUCKLAND CLOTHING & DRAPERY COMPANY. LOWES & IORNS have received instructions to sell for the Auckland Clothing Co. at their rooms as follows—Blankets, Calicoes, Flannels, Men's and Boy's Clothing, Dress Goods in great variety, Bedding, Quilts, Sheeting, Towels, Hosiery, Shirts, Ladies' Jackets, Ulsters, Mantles. LOWES AND IORNS' PROPERTY LIST. Goodwill of Leasehold Property. 113 ACRES Splendid LAND at Gladstone. 2600 ACRES Splendid Improved LAND, Lower Valley, divided into 10 paddocks. 126 ACRES, Waipoua Bush. 1000 ACRES FARM, Opaki, divided and good dwelling. 375 ACRE SHEEP RUN. 1570 ACRES, SHEEP & CATTLE RUN. 293 ACRES GOOD PASTORAL LAND. 127 ACRE FARM, near Greytown. 684 ACRES, Masterton. 148 ACRES SPLENDID LAND, Township. 156 ACRES IMPROVED LAND, Upper Plain. Property known as Wildfel, 2284 acres, fenced and subdivided, good house and outbuildings. Sections of 4, 5 and 4 acres in Bentley's, Oaks and Pemberton Estate. HEALTH, HEALTH. NATURE'S HERBAL REMEDIES. WHAT can be more important and yet what so little studied. It can be proved that, if this remedy is taken, many more lives would be saved. Herbal Remedies are the cure of disease in nature's way. Consult the book— "The Complete Herbalist," Mr Joseph Williams has been appointed agent for Masterton. MESSRS J. STONE & SON, of the Wairarapa Nursery beg to inform the inhabitants of the district that they have received a large and varied assortment of fruit and ornamental trees from the well-known nursery of Mr Ivey. Orders left with Mr A. P. Fielding will be attended to. NOTICE OF REMOVAL. P. LETT, GENERAL CARRIER, begs REMOVED TO DIXON STREET.	[287, 32, 417, 966]
important-notice-heading: IMPORTANT NOTICE.	[992, 320, 1072, 346]
house-decorator-heading: House Decorator,	[569, 459, 678, 473]
prelim-heading: PRELIMINARY NOTICE.	[30, 847, 128, 856]
